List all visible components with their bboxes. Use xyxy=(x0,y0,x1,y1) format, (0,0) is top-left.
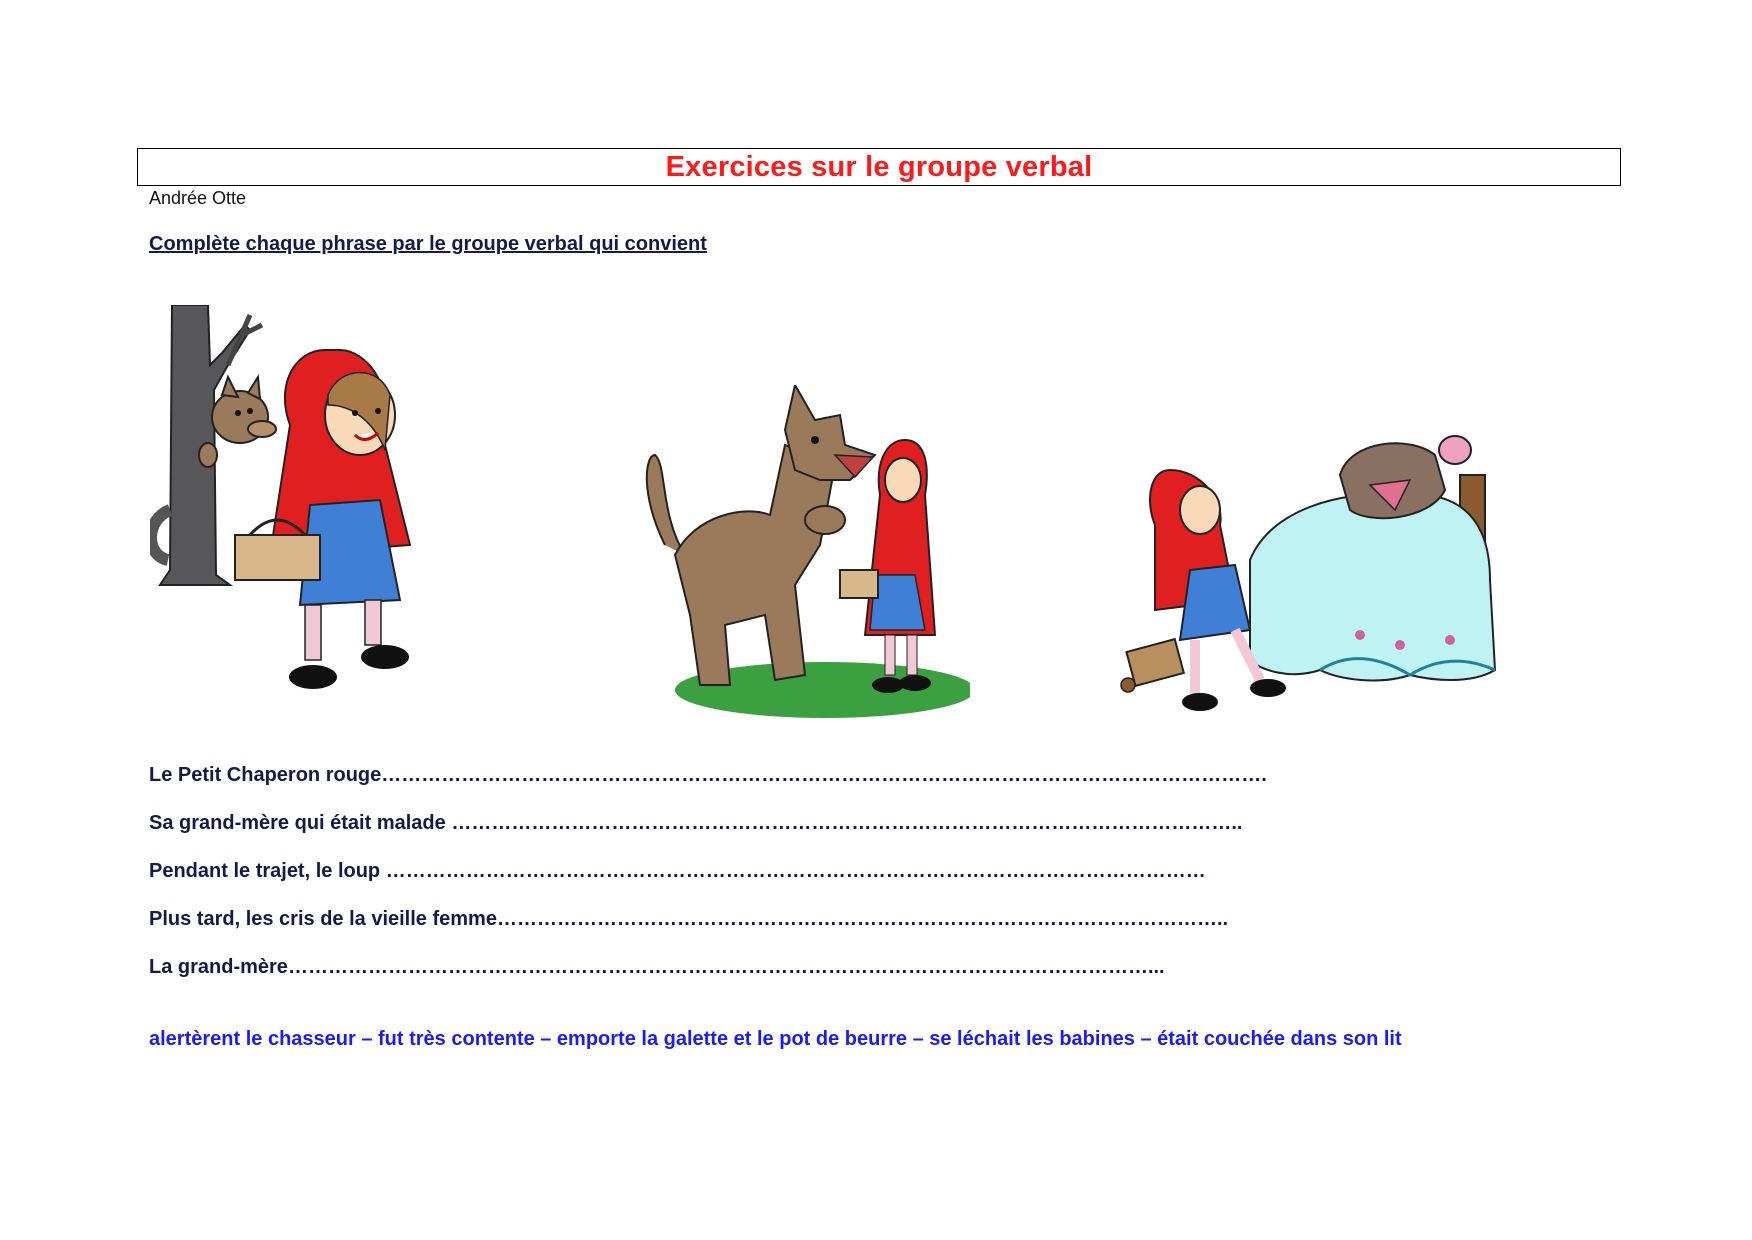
sentence-4 xyxy=(149,908,1228,931)
sentence-2-start: Sa grand-mère qui était malade xyxy=(149,812,452,834)
sentence-2-blank[interactable]: ……………………………………………………………………………………………………….. xyxy=(451,812,1243,834)
sentence-3-start: Pendant le trajet, le loup xyxy=(149,860,386,882)
red-riding-hood-and-wolf-behind-tree-illustration xyxy=(150,305,460,720)
sentence-1-blank[interactable]: ……………………………………………………………………………………………………………………. xyxy=(381,764,1267,786)
sentence-4-blank[interactable]: ……………………………………………………………………………………………….. xyxy=(496,908,1229,930)
instruction-text: Complète chaque phrase par le groupe verbal qui convient xyxy=(149,233,707,255)
sentence-1 xyxy=(149,764,1267,787)
sentence-3-blank[interactable]: …………………………………………………………………………………………………………… xyxy=(385,860,1206,882)
sentence-5-start: La grand-mère xyxy=(149,956,288,978)
wolf-talking-to-red-riding-hood-illustration xyxy=(635,385,970,720)
sentence-5 xyxy=(149,956,1165,979)
word-bank: alertèrent le chasseur – fut très contente – emporte la galette et le pot de beurre – se léchait les babines – était couchée dans son lit xyxy=(149,1028,1402,1050)
sentence-3 xyxy=(149,860,1206,883)
sentence-5-blank[interactable]: …………………………………………………………………………………………………………………... xyxy=(287,956,1165,978)
author-name: Andrée Otte xyxy=(149,188,247,208)
sentence-1-start: Le Petit Chaperon rouge xyxy=(149,764,382,786)
wolf-in-grandmother-bed-illustration xyxy=(1110,430,1500,720)
page-title: Exercices sur le groupe verbal xyxy=(665,150,1093,183)
sentence-4-start: Plus tard, les cris de la vieille femme xyxy=(149,908,497,930)
title-box xyxy=(137,148,1621,186)
sentence-2 xyxy=(149,812,1242,835)
